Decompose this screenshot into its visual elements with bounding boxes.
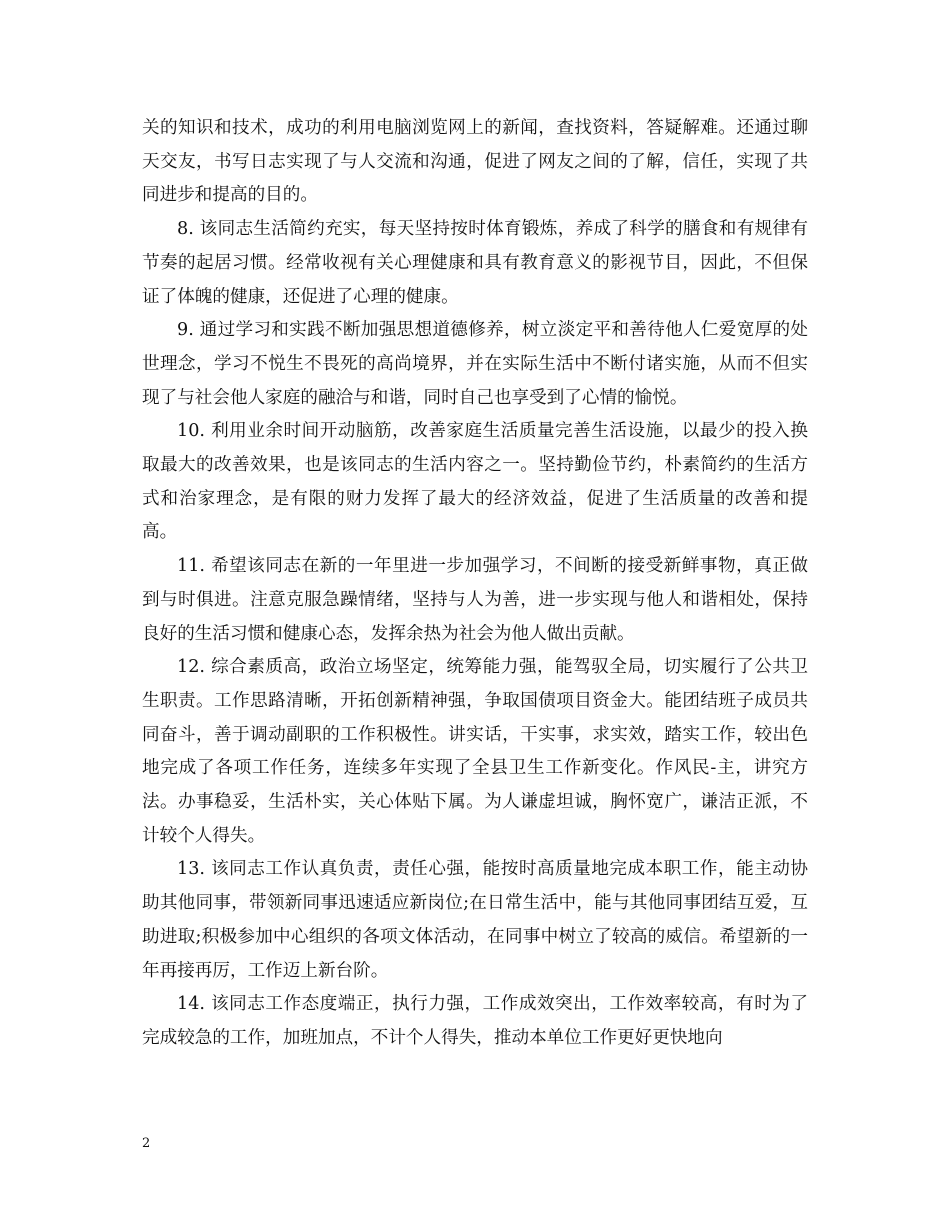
paragraph-continued: 关的知识和技术，成功的利用电脑浏览网上的新闻，查找资料，答疑解难。还通过聊天交友，书写日志实现了与人交流和沟通，促进了网友之间的了解，信任，实现了共同进步和提高的目的。 xyxy=(142,118,808,206)
document-body xyxy=(142,112,808,1056)
paragraph-item-8: 8. 该同志生活简约充实，每天坚持按时体育锻炼，养成了科学的膳食和有规律有节奏的起居习惯。经常收视有关心理健康和具有教育意义的影视节目，因此，不但保证了体魄的健康，还促进了心理的健康。 xyxy=(142,219,808,307)
paragraph-item-9: 9. 通过学习和实践不断加强思想道德修养，树立淡定平和善待他人仁爱宽厚的处世理念，学习不悦生不畏死的高尚境界，并在实际生活中不断付诸实施，从而不但实现了与社会他人家庭的融洽与和谐，同时自己也享受到了心情的愉悦。 xyxy=(142,320,808,408)
paragraph-item-13: 13. 该同志工作认真负责，责任心强，能按时高质量地完成本职工作，能主动协助其他同事，带领新同事迅速适应新岗位;在日常生活中，能与其他同事团结互爱，互助进取;积极参加中心组织的各项文体活动，在同事中树立了较高的威信。希望新的一年再接再厉，工作迈上新台阶。 xyxy=(142,859,808,981)
paragraph-item-12: 12. 综合素质高，政治立场坚定，统筹能力强，能驾驭全局，切实履行了公共卫生职责。工作思路清晰，开拓创新精神强，争取国债项目资金大。能团结班子成员共同奋斗，善于调动副职的工作积极性。讲实话，干实事，求实效，踏实工作，较出色地完成了各项工作任务，连续多年实现了全县卫生工作新变化。作风民-主，讲究方法。办事稳妥，生活朴实，关心体贴下属。为人谦虚坦诚，胸怀宽广，谦洁正派，不计较个人得失。 xyxy=(142,657,808,846)
paragraph-item-11: 11. 希望该同志在新的一年里进一步加强学习，不间断的接受新鲜事物，真正做到与时俱进。注意克服急躁情绪，坚持与人为善，进一步实现与他人和谐相处，保持良好的生活习惯和健康心态，发挥余热为社会为他人做出贡献。 xyxy=(142,556,808,644)
page-number: 2 xyxy=(142,1136,151,1151)
paragraph-item-14: 14. 该同志工作态度端正，执行力强，工作成效突出，工作效率较高，有时为了完成较急的工作，加班加点，不计个人得失，推动本单位工作更好更快地向 xyxy=(142,994,808,1048)
paragraph-item-10: 10. 利用业余时间开动脑筋，改善家庭生活质量完善生活设施，以最少的投入换取最大的改善效果，也是该同志的生活内容之一。坚持勤俭节约，朴素简约的生活方式和治家理念，是有限的财力发挥了最大的经济效益，促进了生活质量的改善和提高。 xyxy=(142,421,808,543)
